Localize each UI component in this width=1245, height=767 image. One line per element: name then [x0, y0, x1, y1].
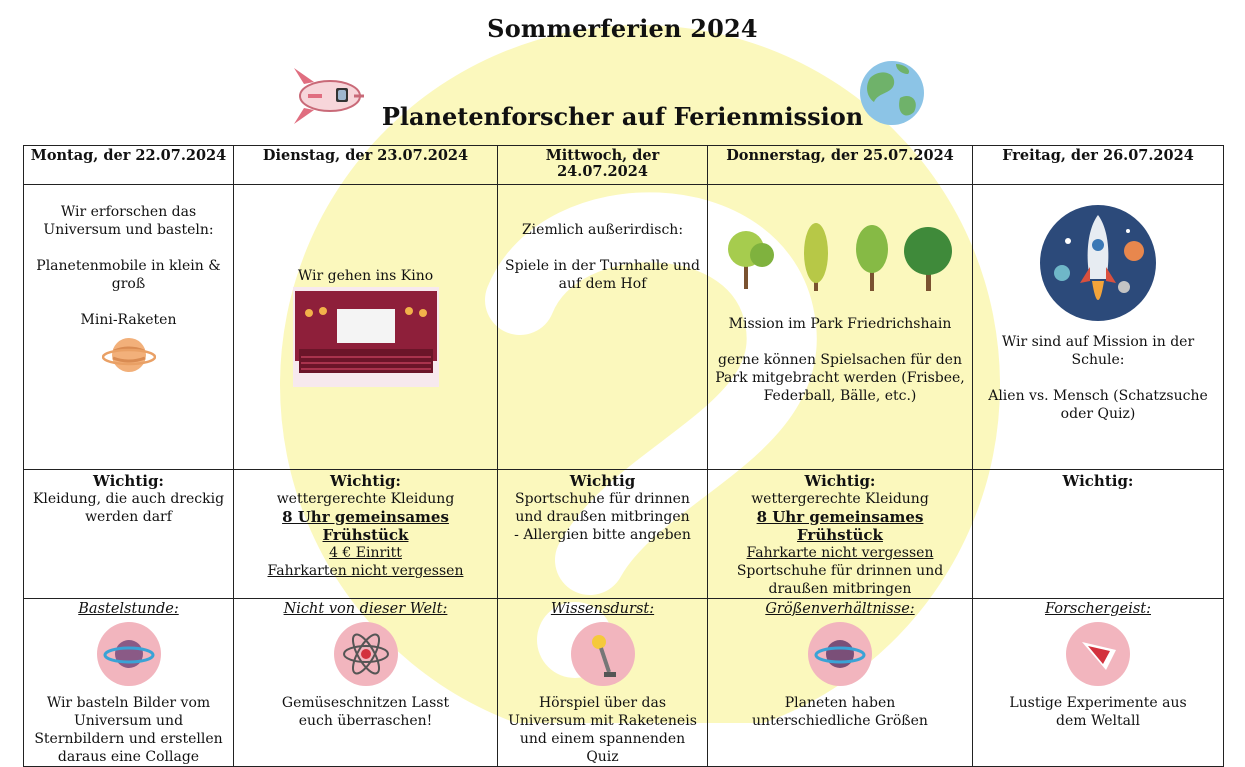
main-monday-line-1: Wir erforschen das Universum und basteln:: [43, 204, 214, 238]
page-title: Sommerferien 2024: [487, 14, 758, 43]
info-thursday-line-1: wettergerechte Kleidung: [751, 491, 929, 507]
activity-tuesday-title: Nicht von dieser Welt:: [283, 601, 448, 617]
main-activity-row: [24, 185, 1224, 470]
activity-row: [24, 599, 1224, 767]
activity-wednesday-text: Hörspiel über das Universum mit Raketeneis und einem spannenden Quiz: [508, 695, 697, 765]
info-tuesday: [234, 470, 498, 599]
activity-tuesday-text: Gemüseschnitzen Lasst euch überraschen!: [281, 695, 450, 729]
info-tuesday-line-3: 4 € Einritt: [329, 545, 402, 561]
info-thursday: [708, 470, 973, 599]
experiment-icon: [1066, 622, 1130, 686]
info-monday: [24, 470, 234, 599]
activity-wednesday-title: Wissensdurst:: [550, 601, 655, 617]
activity-tuesday: [234, 599, 498, 767]
info-wednesday-line-2: - Allergien bitte angeben: [514, 527, 691, 543]
activity-thursday-title: Größenverhältnisse:: [765, 601, 915, 617]
day-header-wednesday-text: Mittwoch, der 24.07.2024: [545, 147, 660, 180]
info-thursday-line-2: 8 Uhr gemeinsames Frühstück: [756, 508, 924, 544]
info-friday: [973, 470, 1224, 599]
info-thursday-line-4: Sportschuhe für drinnen und draußen mitbringen: [736, 563, 944, 597]
info-tuesday-line-4: Fahrkarten nicht vergessen: [267, 563, 464, 579]
activity-friday-title: Forschergeist:: [1045, 601, 1151, 617]
day-header-monday: Montag, der 22.07.2024: [24, 146, 234, 185]
space-rocket-image: [1038, 201, 1158, 331]
saturn-icon: [102, 331, 156, 379]
info-wednesday-line-1: Sportschuhe für drinnen und draußen mitbringen: [515, 491, 690, 525]
activity-monday: [24, 599, 234, 767]
activity-wednesday: [498, 599, 708, 767]
activity-thursday: [708, 599, 973, 767]
activity-monday-text: Wir basteln Bilder vom Universum und Sternbildern und erstellen daraus eine Collage: [34, 695, 223, 765]
info-tuesday-line-2: 8 Uhr gemeinsames Frühstück: [282, 508, 449, 544]
page-subtitle: Planetenforscher auf Ferienmission: [381, 102, 864, 131]
header-row: [24, 146, 1224, 185]
microphone-icon: [571, 622, 635, 686]
main-friday-line-1: Wir sind auf Mission in der Schule:: [1001, 334, 1195, 368]
main-friday: [973, 185, 1224, 470]
info-wednesday: [498, 470, 708, 599]
weekly-schedule-table: [23, 145, 1224, 767]
info-tuesday-title: Wichtig:: [330, 472, 401, 490]
day-header-tuesday: Dienstag, der 23.07.2024: [234, 146, 498, 185]
info-monday-title: Wichtig:: [93, 472, 164, 490]
day-header-thursday: Donnerstag, der 25.07.2024: [708, 146, 973, 185]
main-wednesday-line-2: Spiele in der Turnhalle und auf dem Hof: [505, 258, 700, 292]
info-monday-line-1: Kleidung, die auch dreckig werden darf: [32, 491, 225, 525]
saturn-icon: [97, 622, 161, 686]
info-wednesday-title: Wichtig: [569, 472, 636, 490]
main-friday-line-2: Alien vs. Mensch (Schatzsuche oder Quiz): [988, 388, 1208, 422]
info-friday-title: Wichtig:: [1062, 472, 1134, 490]
main-thursday: [708, 185, 973, 470]
main-tuesday-line-1: Wir gehen ins Kino: [297, 268, 434, 284]
main-tuesday: [234, 185, 498, 470]
trees-image: [722, 219, 958, 295]
atom-icon: [334, 622, 398, 686]
main-thursday-line-1: Mission im Park Friedrichshain: [728, 316, 952, 332]
info-thursday-line-3: Fahrkarte nicht vergessen: [746, 545, 934, 561]
activity-friday-text: Lustige Experimente aus dem Weltall: [1009, 695, 1187, 729]
info-row: [24, 470, 1224, 599]
main-monday-line-3: Mini-Raketen: [80, 312, 177, 328]
activity-friday: [973, 599, 1224, 767]
main-monday: [24, 185, 234, 470]
activity-thursday-text: Planeten haben unterschiedliche Größen: [752, 695, 928, 729]
cinema-image: [293, 287, 439, 387]
main-wednesday: [498, 185, 708, 470]
day-header-friday: Freitag, der 26.07.2024: [973, 146, 1224, 185]
info-tuesday-line-1: wettergerechte Kleidung: [276, 491, 455, 507]
main-wednesday-line-1: Ziemlich außerirdisch:: [521, 222, 684, 238]
planet-icon: [808, 622, 872, 686]
info-thursday-title: Wichtig:: [804, 472, 876, 490]
main-thursday-line-2: gerne können Spielsachen für den Park mitgebracht werden (Frisbee, Federball, Bälle, etc.): [715, 352, 965, 404]
activity-monday-title: Bastelstunde:: [78, 601, 179, 617]
main-monday-line-2: Planetenmobile in klein & groß: [36, 258, 221, 292]
day-header-wednesday: [498, 146, 708, 185]
